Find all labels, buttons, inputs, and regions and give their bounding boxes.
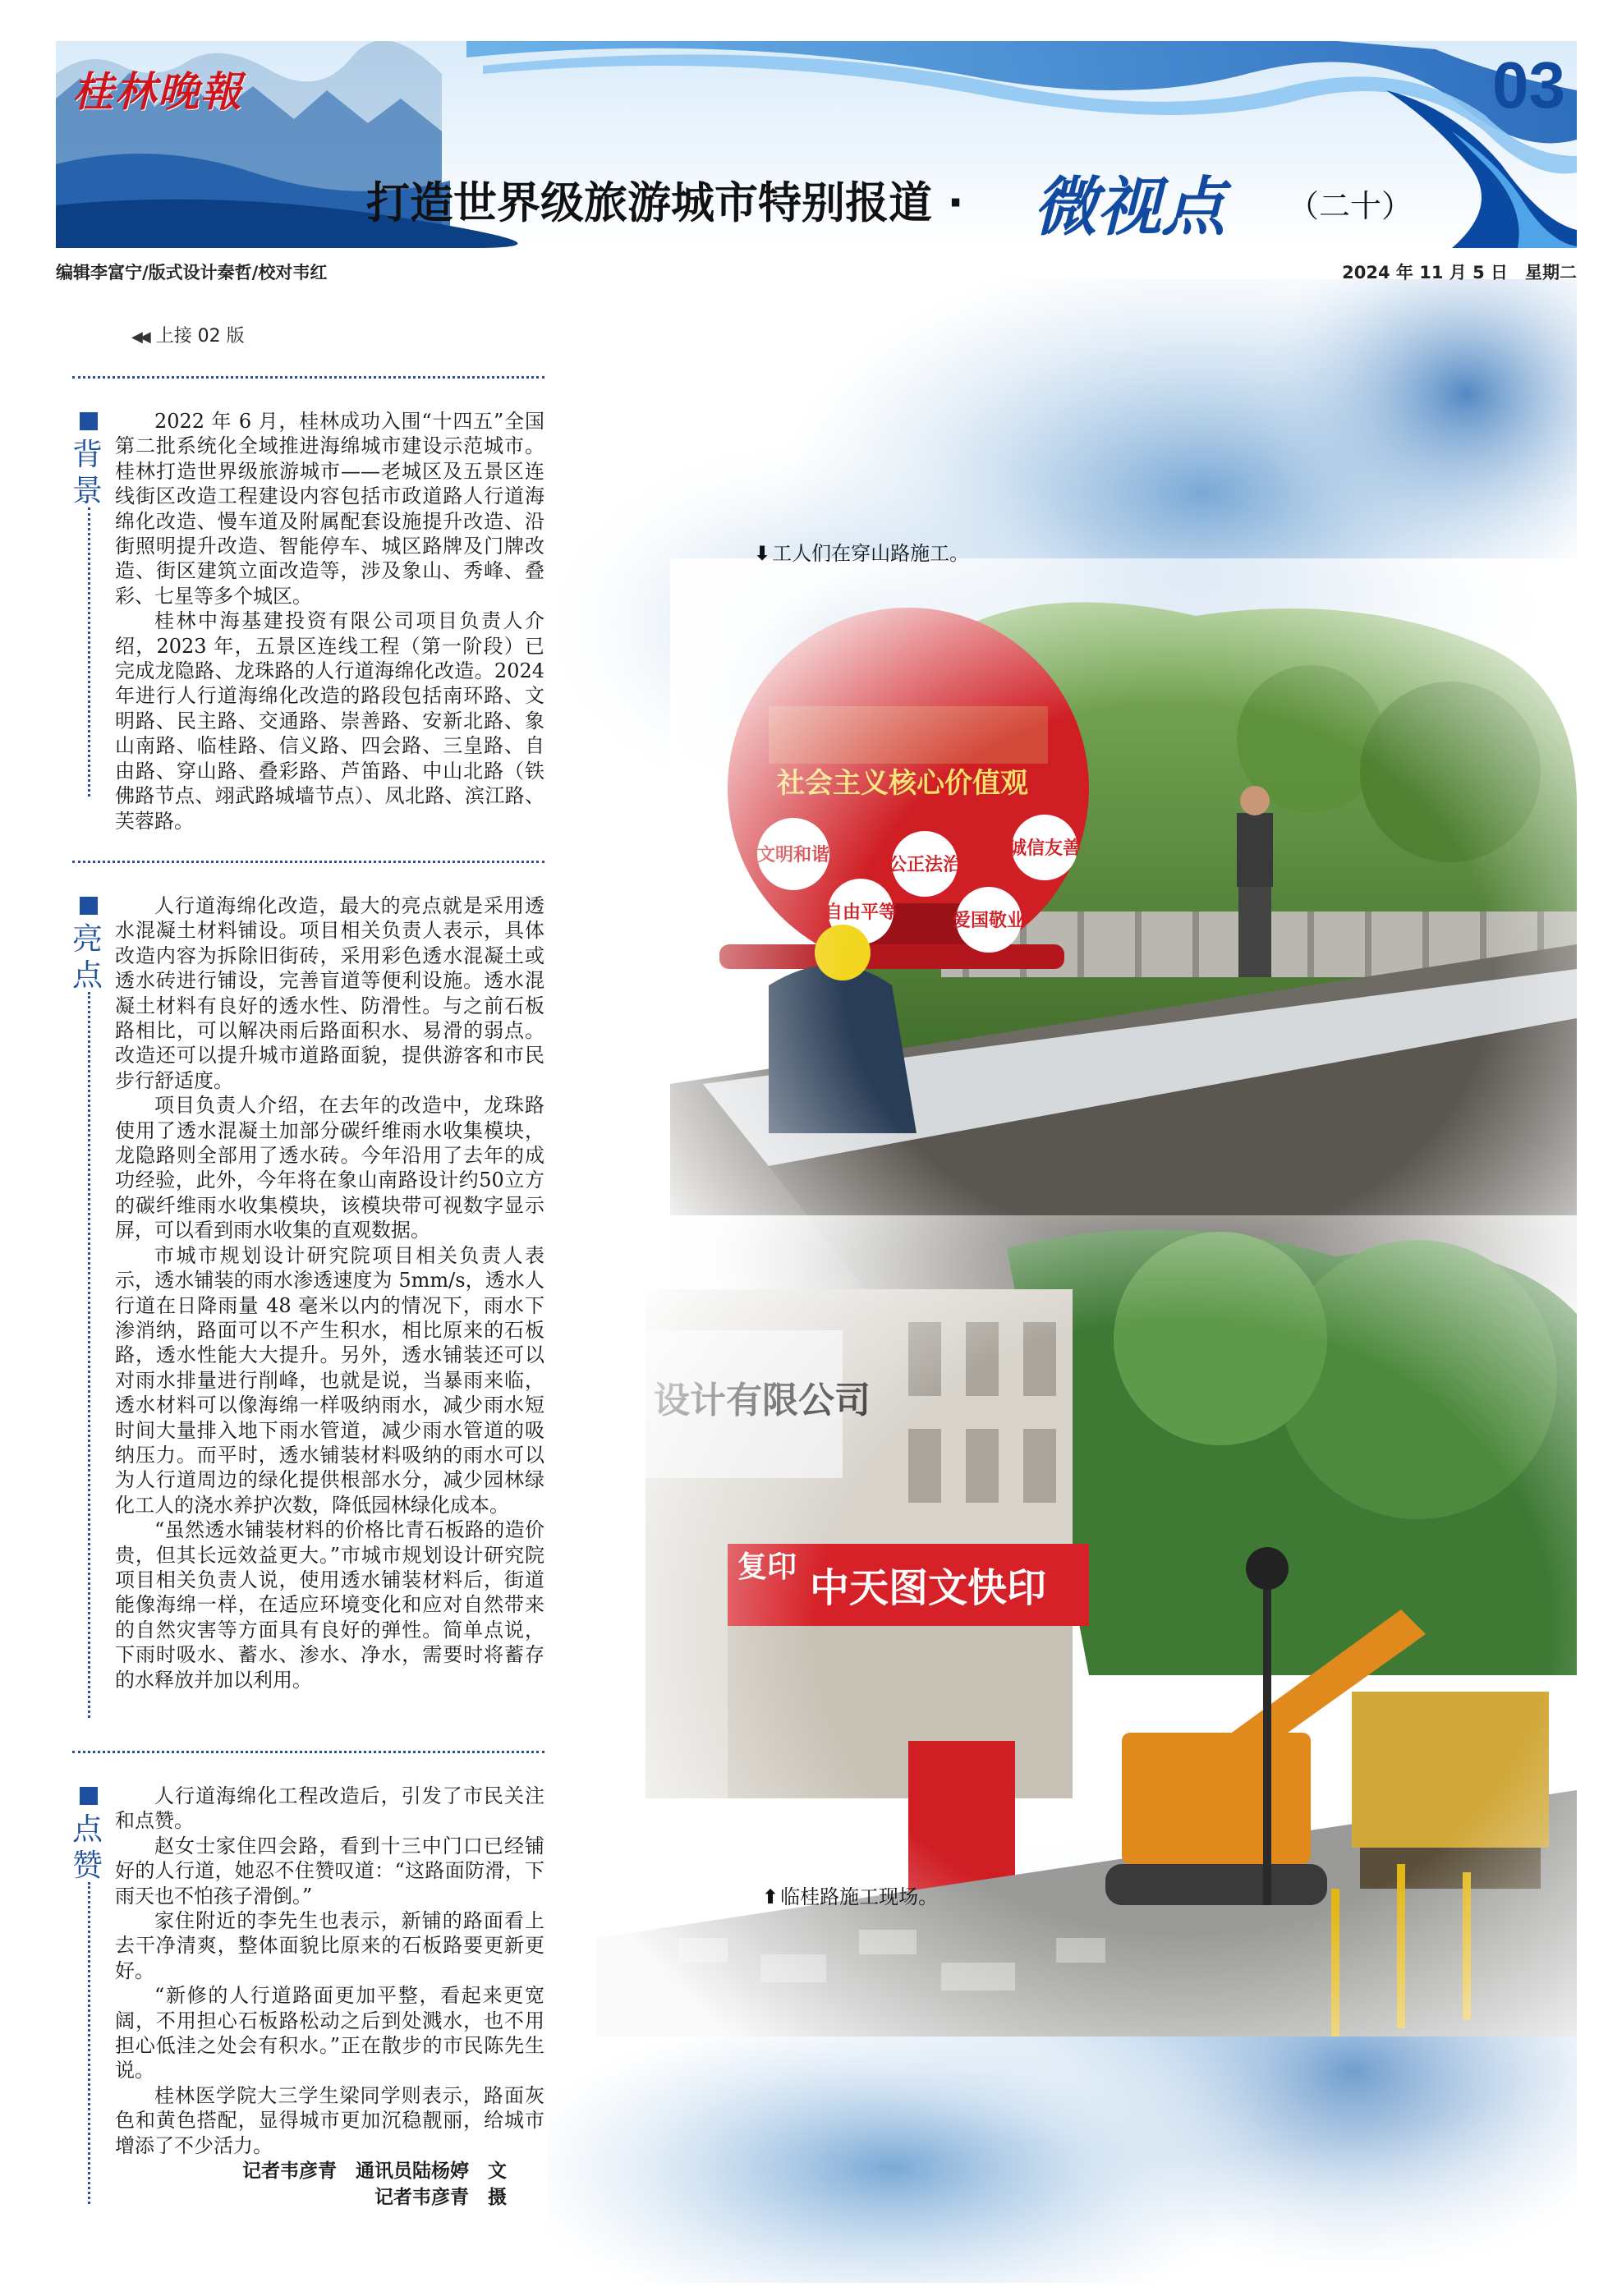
square-marker-icon: [80, 897, 98, 915]
series-title: 打造世界级旅游城市特别报道 ·: [366, 178, 964, 228]
section-divider: [72, 376, 544, 379]
continued-from-label: [131, 322, 245, 347]
dateline: 2024 年 11 月 5 日 星期二: [1342, 263, 1577, 282]
section-divider: [72, 1751, 544, 1753]
section-praise: [72, 1751, 544, 2211]
section-body: [115, 1784, 544, 2211]
section-body: [115, 409, 544, 833]
editor-credits: 编辑李富宁/版式设计秦哲/校对韦红: [56, 263, 328, 282]
masthead: [56, 41, 1577, 248]
paragraph: 人行道海绵化工程改造后，引发了市民关注和点赞。: [115, 1784, 544, 1833]
square-marker-icon: [80, 1787, 98, 1805]
section-label-text: 点赞: [72, 1812, 103, 1883]
page-number: 03: [1492, 48, 1565, 122]
section-highlights: [72, 861, 544, 1724]
masthead-logo: 桂林晚報: [72, 67, 243, 116]
photo-caption-bottom: [762, 1880, 938, 1909]
paragraph: “新修的人行道路面更加平整，看起来更宽阔，不用担心石板路松动之后到处溅水，也不用担心低洼之处会有积水。”正在散步的市民陈先生说。: [115, 1984, 544, 2082]
photo-caption-bottom-text: 临桂路施工现场。: [780, 1885, 939, 1908]
section-side-rule: [88, 1882, 90, 2204]
section-body: [115, 893, 544, 1692]
square-marker-icon: [80, 412, 98, 430]
photo-caption-top: [754, 537, 969, 566]
series-number: （二十）: [1288, 188, 1413, 224]
paragraph: 桂林医学院大三学生梁同学则表示，路面灰色和黄色搭配，显得城市更加沉稳靓丽，给城市增添了不少活力。: [115, 2083, 544, 2157]
double-left-arrow-icon: ◀◀: [131, 328, 148, 346]
section-background: [72, 376, 544, 833]
series-subtitle: 微视点: [1033, 170, 1226, 245]
photo-area: [547, 279, 1577, 2283]
section-label: [72, 897, 105, 994]
photo-caption-top-text: 工人们在穿山路施工。: [772, 542, 970, 565]
section-label-text: 亮点: [72, 921, 103, 993]
paragraph: 市城市规划设计研究院项目相关负责人表示，透水铺装的雨水渗透速度为 5mm/s，透水人行道在日降雨量 48 毫米以内的情况下，雨水下渗消纳，路面可以不产生积水，相比原来的石板路，透水性能大大提升。另外，透水铺装还可以对雨水排量进行削峰，也就是说，当暴雨来临，透水材料可以像海绵一样吸纳雨水，减少雨水短时间大量排入地下雨水管道，减少雨水管道的吸纳压力。而平时，透水铺装材料吸纳的雨水可以为人行道周边的绿化提供根部水分，减少园林绿化工人的浇水养护次数，降低园林绿化成本。: [115, 1243, 544, 1517]
photo-chuanshan-road: [670, 558, 1577, 1314]
photo-chuanshan-illustration: [670, 558, 1577, 1314]
paragraph: 项目负责人介绍，在去年的改造中，龙珠路使用了透水混凝土加部分碳纤维雨水收集模块，龙隐路则全部用了透水砖。今年沿用了去年的成功经验，此外，今年将在象山南路设计约50立方的碳纤维雨水收集模块，该模块带可视数字显示屏，可以看到雨水收集的直观数据。: [115, 1094, 544, 1242]
paragraph: 赵女士家住四会路，看到十三中门口已经铺好的人行道，她忍不住赞叹道：“这路面防滑，下雨天也不怕孩子滑倒。”: [115, 1834, 544, 1908]
section-label-text: 背景: [72, 437, 103, 508]
byline-photographer: 记者韦彦青 摄: [374, 2187, 507, 2209]
section-side-rule: [88, 507, 90, 797]
byline-writer: 记者韦彦青 通讯员陆杨婷 文: [242, 2161, 507, 2183]
photo-lingui-road: [596, 1215, 1577, 2037]
section-label: [72, 1787, 105, 1884]
paragraph: “虽然透水铺装材料的价格比青石板路的造价贵，但其长远效益更大。”市城市规划设计研究院项目相关负责人说，使用透水铺装材料后，街道能像海绵一样，在适应环境变化和应对自然带来的自然灾害等方面具有良好的弹性。简单点说，下雨时吸水、蓄水、渗水、净水，需要时将蓄存的水释放并加以利用。: [115, 1518, 544, 1692]
section-divider: [72, 861, 544, 863]
paragraph: 2022 年 6 月，桂林成功入围“十四五”全国第二批系统化全域推进海绵城市建设示范城市。桂林打造世界级旅游城市——老城区及五景区连线街区改造工程建设内容包括市政道路人行道海绵化改造、慢车道及附属配套设施提升改造、沿街照明提升改造、智能停车、城区路牌及门牌改造、街区建筑立面改造等，涉及象山、秀峰、叠彩、七星等多个城区。: [115, 410, 544, 608]
photo-lingui-illustration: [596, 1215, 1577, 2037]
continued-from-text: 上接 02 版: [155, 326, 245, 347]
paragraph: 家住附近的李先生也表示，新铺的路面看上去干净清爽，整体面貌比原来的石板路要更新更好。: [115, 1909, 544, 1982]
paragraph: 桂林中海基建投资有限公司项目负责人介绍，2023 年，五景区连线工程（第一阶段）已完成龙隐路、龙珠路的人行道海绵化改造。2024 年进行人行道海绵化改造的路段包括南环路、文明路、民主路、交通路、崇善路、安新北路、象山南路、临桂路、信义路、四会路、三皇路、自由路、穿山路、叠彩路、芦笛路、中山北路（铁佛路节点、翊武路城墙节点）、凤北路、滨江路、芙蓉路。: [115, 609, 544, 833]
down-arrow-icon: ⬇: [754, 542, 771, 565]
up-arrow-icon: ⬆: [762, 1885, 779, 1908]
section-side-rule: [88, 992, 90, 1718]
section-label: [72, 412, 105, 509]
paragraph: 人行道海绵化改造，最大的亮点就是采用透水混凝土材料铺设。项目相关负责人表示，具体改造内容为拆除旧街砖，采用彩色透水混凝土或透水砖进行铺设，完善盲道等便利设施。透水混凝土材料有良好的透水性、防滑性。与之前石板路相比，可以解决雨后路面积水、易滑的弱点。改造还可以提升城市道路面貌，提供游客和市民步行舒适度。: [115, 894, 544, 1092]
